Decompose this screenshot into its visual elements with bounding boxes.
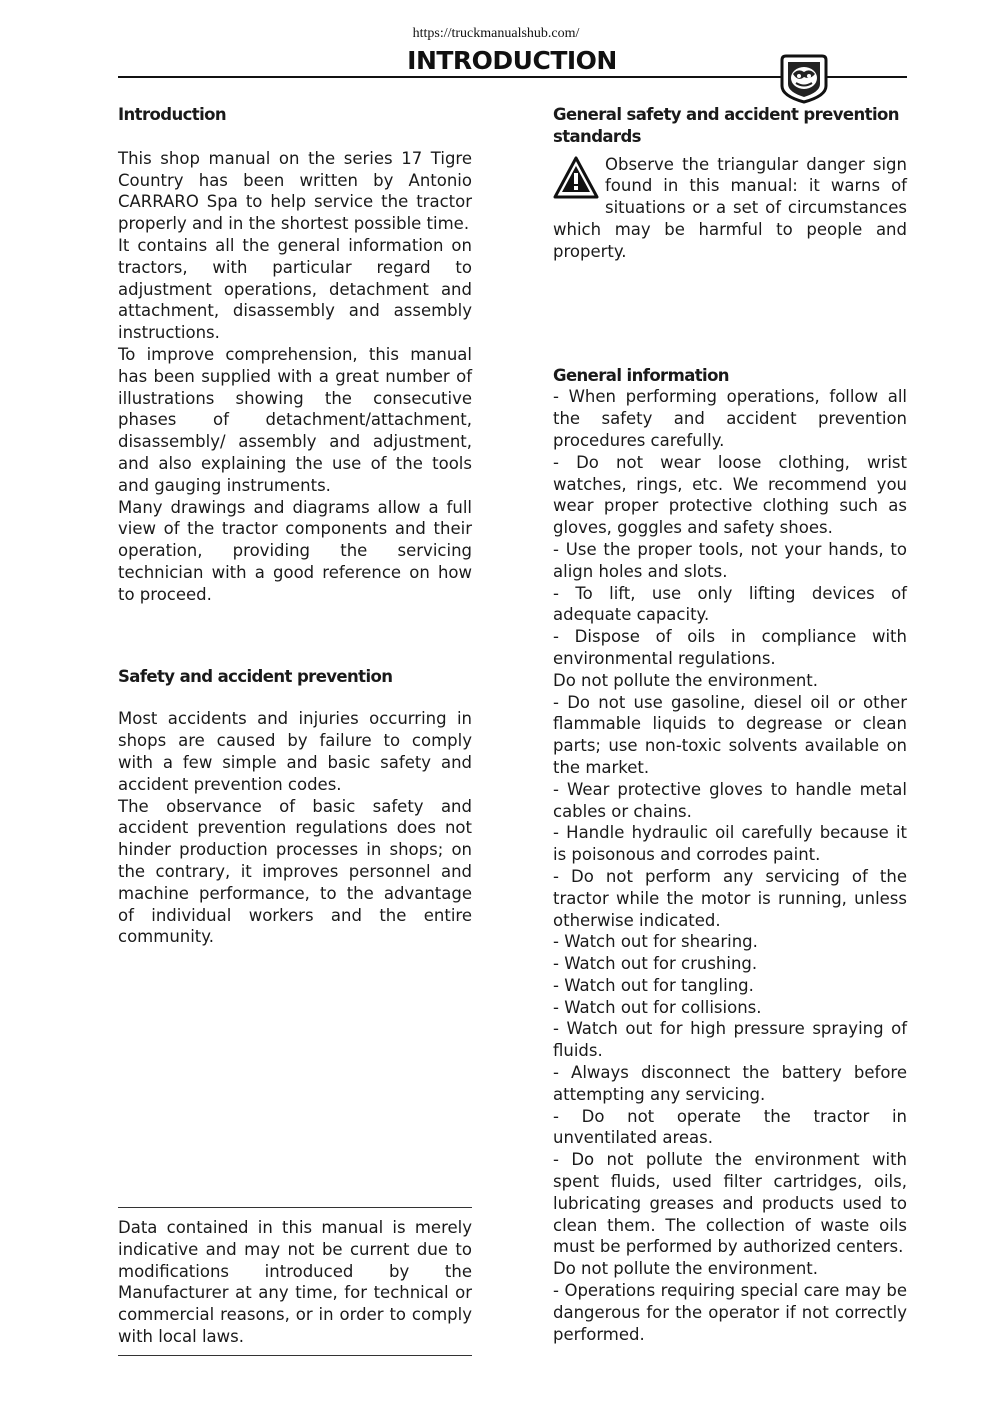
- source-url: https://truckmanualshub.com/: [412, 26, 580, 41]
- general-info-list: [553, 386, 907, 1345]
- right-column: [553, 104, 907, 1345]
- list-item: - Watch out for tangling.: [553, 975, 754, 995]
- list-item: - Watch out for collisions.: [553, 997, 762, 1017]
- safety-text: [118, 708, 472, 948]
- standards-text-block: [553, 154, 907, 263]
- list-item: - When performing operations, follow all the safety and accident prevention procedures carefully.: [553, 387, 907, 450]
- page-title: INTRODUCTION: [407, 46, 617, 75]
- list-item: - Use the proper tools, not your hands, to align holes and slots.: [553, 539, 907, 581]
- footer-rule: [118, 1355, 472, 1356]
- introduction-text: [118, 148, 472, 606]
- list-item: - Watch out for shearing.: [553, 932, 758, 952]
- safety-heading: Safety and accident prevention: [118, 666, 393, 686]
- intro-paragraph: This shop manual on the series 17 Tigre Country has been written by Antonio CARRARO Spa to help service the tractor properly and in the shortest possible time.: [118, 148, 472, 234]
- intro-paragraph: Many drawings and diagrams allow a full view of the tractor components and their operation, providing the servicing technician with a good reference on how to proceed.: [118, 497, 472, 604]
- safety-paragraph: Most accidents and injuries occurring in shops are caused by failure to comply with a few simple and basic safety and accident prevention codes.: [118, 709, 472, 794]
- list-item: - Handle hydraulic oil carefully because it is poisonous and corrodes paint.: [553, 823, 907, 865]
- safety-paragraph: The observance of basic safety and accident prevention regulations does not hinder production processes in shops; on the contrary, it improves personnel and machine performance, to the advantage of individual workers and the entire community.: [118, 796, 472, 947]
- intro-paragraph: It contains all the general information on tractors, with particular regard to adjustment operations, detachment and attachment, disassembly and assembly instructions.: [118, 235, 472, 343]
- list-item: - Dispose of oils in compliance with environmental regulations.: [553, 627, 907, 668]
- list-item: - To lift, use only lifting devices of adequate capacity.: [553, 583, 907, 625]
- list-item: Do not pollute the environment.: [553, 670, 819, 690]
- list-item: - Do not wear loose clothing, wrist watches, rings, etc. We recommend you wear proper protective clothing such as gloves, goggles and safety shoes.: [553, 452, 907, 538]
- general-info-heading: General information: [553, 365, 729, 385]
- list-item: - Watch out for high pressure spraying of fluids.: [553, 1019, 907, 1061]
- list-item: - Do not use gasoline, diesel oil or other flammable liquids to degrease or clean parts; use non-toxic solvents available on the market.: [553, 692, 907, 777]
- list-item: - Do not perform any servicing of the tractor while the motor is running, unless otherwise indicated.: [553, 866, 907, 930]
- list-item: - Do not operate the tractor in unventilated areas.: [553, 1106, 907, 1148]
- list-item: - Wear protective gloves to handle metal cables or chains.: [553, 779, 907, 821]
- left-column: [118, 104, 472, 948]
- list-item: - Always disconnect the battery before attempting any servicing.: [553, 1063, 907, 1104]
- tiger-logo-icon: [780, 52, 828, 104]
- introduction-heading: Introduction: [118, 105, 227, 124]
- disclaimer-note: Data contained in this manual is merely indicative and may not be current due to modifications introduced by the Manufacturer at any time, for technical or commercial reasons, or in order to comply with local laws.: [118, 1218, 472, 1346]
- list-item: - Watch out for crushing.: [553, 954, 758, 974]
- intro-paragraph: To improve comprehension, this manual has been supplied with a great number of illustrations showing the consecutive phases of detachment/attachment, disassembly/ assembly and adjustment, and also explaining the use of the tools and gauging instruments.: [118, 344, 472, 495]
- warning-triangle-icon: [553, 156, 599, 200]
- standards-heading: General safety and accident prevention standards: [553, 105, 899, 146]
- standards-text: Observe the triangular danger sign found in this manual: it warns of situations or a set of circumstances which may be harmful to people and property.: [553, 154, 907, 261]
- list-item: Do not pollute the environment.: [553, 1259, 819, 1279]
- list-item: - Operations requiring special care may be dangerous for the operator if not correctly performed.: [553, 1281, 907, 1344]
- footer-rule: [118, 1207, 472, 1208]
- list-item: - Do not pollute the environment with spent fluids, used filter cartridges, oils, lubricating greases and products used to clean them. The collection of waste oils must be performed by authorized centers.: [553, 1150, 907, 1257]
